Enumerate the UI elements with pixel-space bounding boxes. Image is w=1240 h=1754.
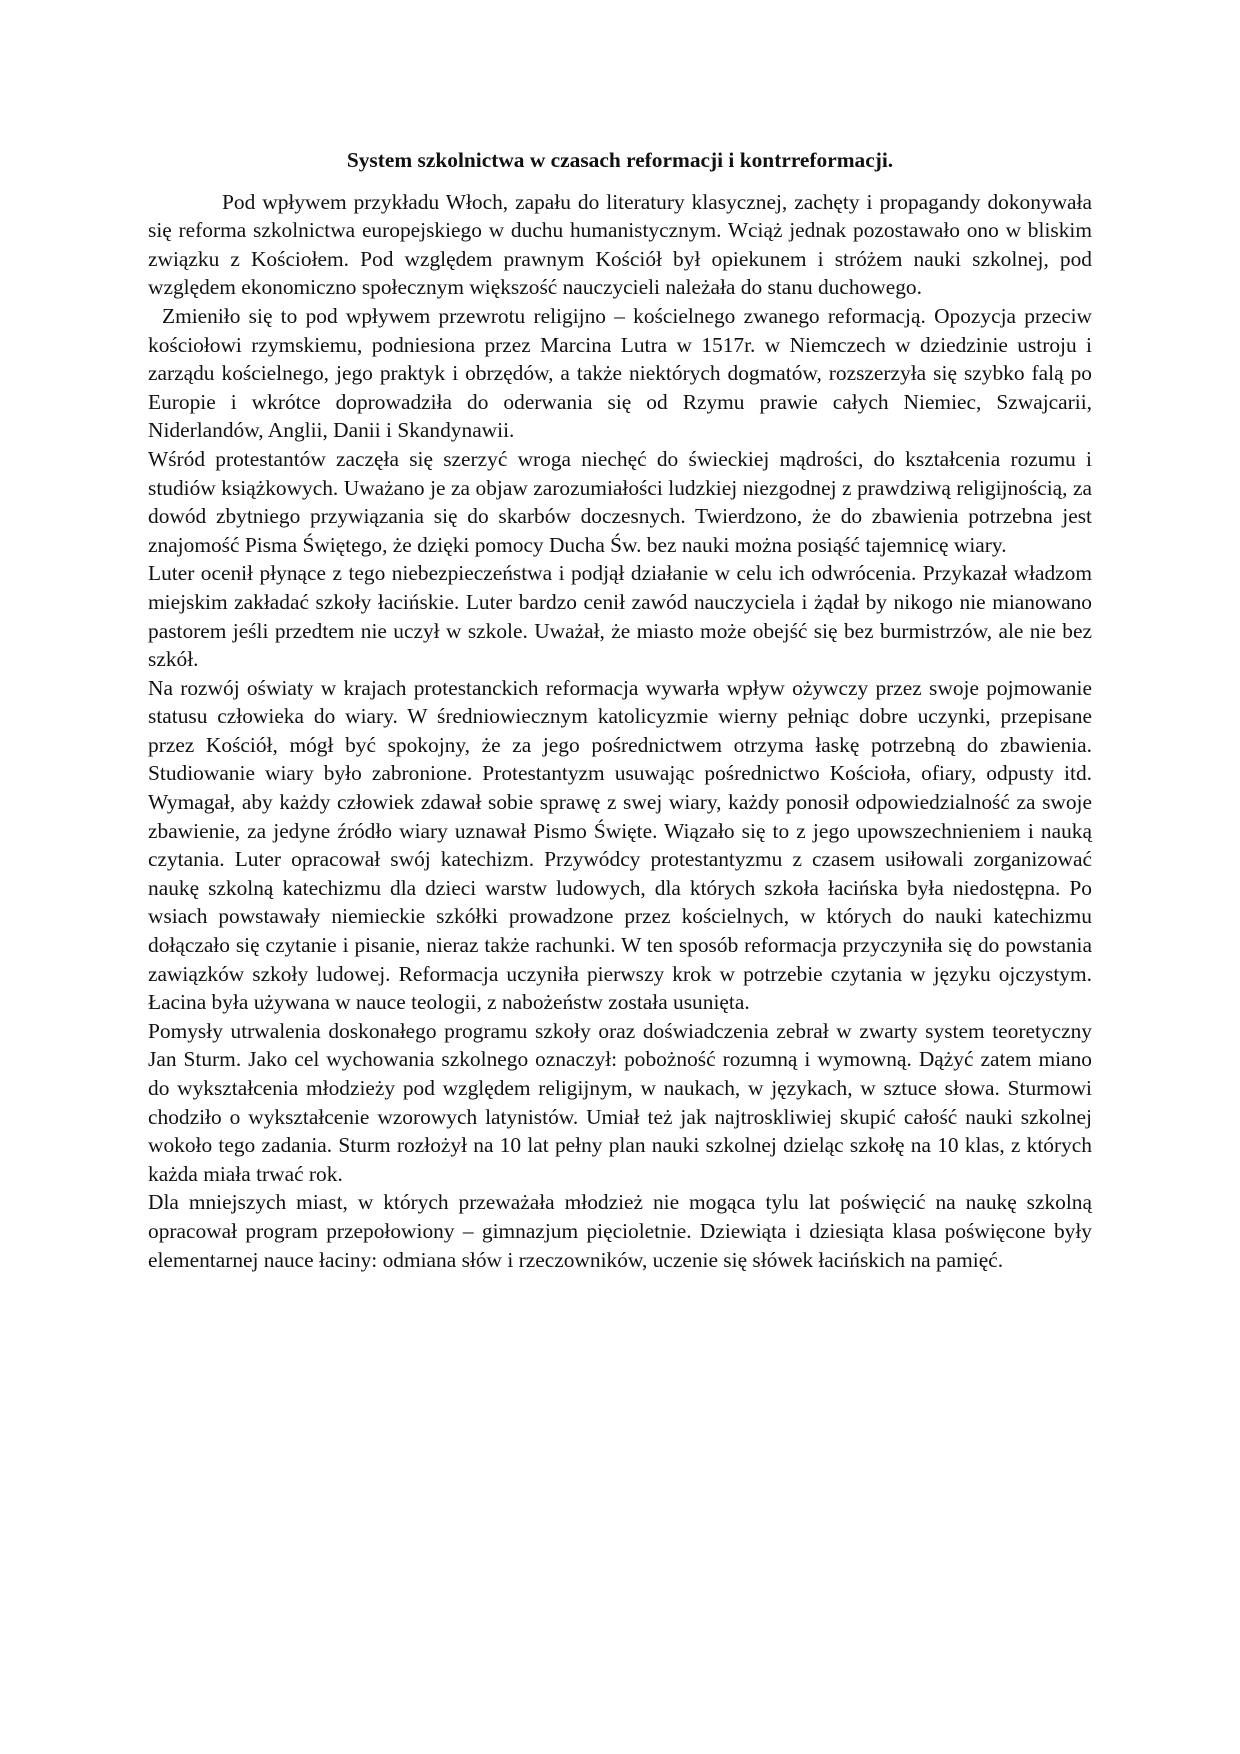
document-body (148, 146, 1092, 1274)
paragraph-2: Zmieniło się to pod wpływem przewrotu religijno – kościelnego zwanego reformacją. Opozycja przeciw kościołowi rzymskiemu, podniesiona przez Marcina Lutra w 1517r. w Niemczech w dziedzinie ustroju i zarządu kościelnego, jego praktyk i obrzędów, a także niektórych dogmatów, rozszerzyła się szybko falą po Europie i wkrótce doprowadziła do oderwania się od Rzymu prawie całych Niemiec, Szwajcarii, Niderlandów, Anglii, Danii i Skandynawii. (148, 303, 1092, 443)
paragraph-3: Wśród protestantów zaczęła się szerzyć wroga niechęć do świeckiej mądrości, do kształcenia rozumu i studiów książkowych. Uważano je za objaw zarozumiałości ludzkiej niezgodnej z prawdziwą religijnością, za dowód zbytniego przywiązania się do skarbów doczesnych. Twierdzono, że do zbawienia potrzebna jest znajomość Pisma Świętego, że dzięki pomocy Ducha Św. bez nauki można posiąść tajemnicę wiary. (148, 446, 1092, 557)
document-title: System szkolnictwa w czasach reformacji i kontrreformacji. (346, 148, 894, 172)
paragraph-7: Dla mniejszych miast, w których przeważała młodzież nie mogąca tylu lat poświęcić na naukę szkolną opracował program przepołowiony – gimnazjum pięcioletnie. Dziewiąta i dziesiąta klasa poświęcone były elementarnej nauce łaciny: odmiana słów i rzeczowników, uczenie się słówek łacińskich na pamięć. (148, 1190, 1092, 1272)
paragraph-6: Pomysły utrwalenia doskonałego programu szkoły oraz doświadczenia zebrał w zwarty system teoretyczny Jan Sturm. Jako cel wychowania szkolnego oznaczył: pobożność rozumną i wymowną. Dążyć zatem miano do wykształcenia młodzieży pod względem religijnym, w naukach, w językach, w sztuce słowa. Sturmowi chodziło o wykształcenie wzorowych latynistów. Umiał też jak najtroskliwiej skupić całość nauki szkolnej wokoło tego zadania. Sturm rozłożył na 10 lat pełny plan nauki szkolnej dzieląc szkołę na 10 klas, z których każda miała trwać rok. (148, 1018, 1092, 1186)
paragraph-1: Pod wpływem przykładu Włoch, zapału do literatury klasycznej, zachęty i propagandy dokonywała się reforma szkolnictwa europejskiego w duchu humanistycznym. Wciąż jednak pozostawało ono w bliskim związku z Kościołem. Pod względem prawnym Kościół był opiekunem i stróżem nauki szkolnej, pod względem ekonomiczno społecznym większość nauczycieli należała do stanu duchowego. (148, 189, 1092, 300)
paragraph-4: Luter ocenił płynące z tego niebezpieczeństwa i podjął działanie w celu ich odwrócenia. Przykazał władzom miejskim zakładać szkoły łacińskie. Luter bardzo cenił zawód nauczyciela i żądał by nikogo nie mianowano pastorem jeśli przedtem nie uczył w szkole. Uważał, że miasto może obejść się bez burmistrzów, ale nie bez szkół. (148, 561, 1092, 672)
paragraph-5: Na rozwój oświaty w krajach protestanckich reformacja wywarła wpływ ożywczy przez swoje pojmowanie statusu człowieka do wiary. W średniowiecznym katolicyzmie wierny pełniąc dobre uczynki, przepisane przez Kościół, mógł być spokojny, że za jego pośrednictwem otrzyma łaskę potrzebną do zbawienia. Studiowanie wiary było zabronione. Protestantyzm usuwając pośrednictwo Kościoła, ofiary, odpusty itd. Wymagał, aby każdy człowiek zdawał sobie sprawę z swej wiary, każdy ponosił odpowiedzialność za swoje zbawienie, za jedyne źródło wiary uznawał Pismo Święte. Wiązało się to z jego upowszechnieniem i nauką czytania. Luter opracował swój katechizm. Przywódcy protestantyzmu z czasem usiłowali zorganizować naukę szkolną katechizmu dla dzieci warstw ludowych, dla których szkoła łacińska była niedostępna. Po wsiach powstawały niemieckie szkółki prowadzone przez kościelnych, w których do nauki katechizmu dołączało się czytanie i pisanie, nieraz także rachunki. W ten sposób reformacja przyczyniła się do powstania zawiązków szkoły ludowej. Reformacja uczyniła pierwszy krok w potrzebie czytania w języku ojczystym. Łacina była używana w nauce teologii, z nabożeństw została usunięta. (148, 675, 1092, 1015)
